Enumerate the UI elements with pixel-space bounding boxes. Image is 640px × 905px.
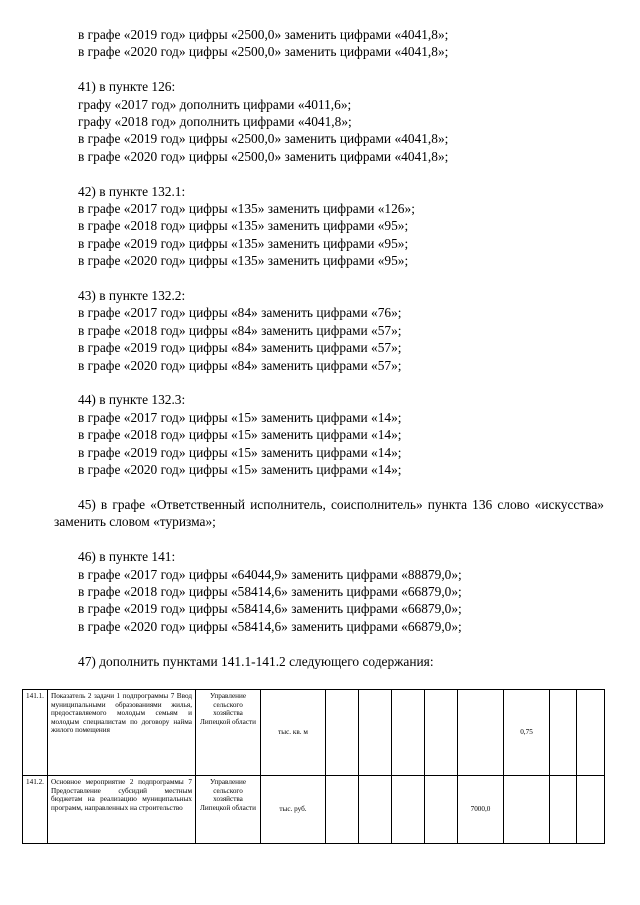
row-unit: тыс. кв. м xyxy=(261,690,326,776)
table-cell xyxy=(550,690,577,776)
row-name: Основное мероприятие 2 подпрограммы 7 Предоставление субсидий местным бюджетам на реализацию муниципальных программ, направленных на строительство xyxy=(48,776,196,844)
item-45-paragraph: 45) в графе «Ответственный исполнитель, соисполнитель» пункта 136 слово «искусства» заменить словом «туризма»; xyxy=(54,496,604,530)
text-line: в графе «2018 год» цифры «84» заменить цифрами «57»; xyxy=(78,322,402,338)
text-line: в графе «2017 год» цифры «15» заменить цифрами «14»; xyxy=(78,409,402,425)
table-cell xyxy=(359,776,392,844)
text-line: графу «2018 год» дополнить цифрами «4041,8»; xyxy=(78,114,352,130)
text-line: графу «2017 год» дополнить цифрами «4011,6»; xyxy=(78,96,352,112)
text-line: в графе «2020 год» цифры «2500,0» заменить цифрами «4041,8»; xyxy=(78,148,449,164)
row-executor: Управление сельского хозяйства Липецкой области xyxy=(196,690,261,776)
text-line: в графе «2018 год» цифры «58414,6» заменить цифрами «66879,0»; xyxy=(78,583,462,599)
row-number: 141.2. xyxy=(23,776,48,844)
text-line: в графе «2020 год» цифры «135» заменить цифрами «95»; xyxy=(78,253,409,269)
text-line: в графе «2017 год» цифры «84» заменить цифрами «76»; xyxy=(78,305,402,321)
text-line: в графе «2020 год» цифры «58414,6» заменить цифрами «66879,0»; xyxy=(78,618,462,634)
text-line: в графе «2019 год» цифры «84» заменить цифрами «57»; xyxy=(78,340,402,356)
row-number: 141.1. xyxy=(23,690,48,776)
text-line: в графе «2019 год» цифры «15» заменить цифрами «14»; xyxy=(78,444,402,460)
item-heading-46: 46) в пункте 141: xyxy=(78,549,176,565)
item-47-heading: 47) дополнить пунктами 141.1-141.2 следующего содержания: xyxy=(78,653,434,669)
text-line: в графе «2019 год» цифры «2500,0» заменить цифрами «4041,8»; xyxy=(78,27,449,42)
table-cell xyxy=(392,690,425,776)
table-cell: 7000,0 xyxy=(458,776,504,844)
table-cell xyxy=(550,776,577,844)
table-cell xyxy=(577,690,605,776)
table-row xyxy=(23,690,605,776)
item-heading-42: 42) в пункте 132.1: xyxy=(78,183,186,199)
table-cell xyxy=(504,776,550,844)
row-executor: Управление сельского хозяйства Липецкой области xyxy=(196,776,261,844)
text-line: в графе «2020 год» цифры «15» заменить цифрами «14»; xyxy=(78,462,402,478)
text-line: в графе «2019 год» цифры «2500,0» заменить цифрами «4041,8»; xyxy=(78,131,449,147)
table-cell: 0,75 xyxy=(504,690,550,776)
row-name: Показатель 2 задачи 1 подпрограммы 7 Ввод муниципальными образованиями жилья, предоставляемого молодым семьям и молодым специалистам по договору найма жилого помещения xyxy=(48,690,196,776)
amendment-text xyxy=(54,26,604,670)
text-line: в графе «2019 год» цифры «58414,6» заменить цифрами «66879,0»; xyxy=(78,601,462,617)
table-cell xyxy=(392,776,425,844)
text-line: в графе «2018 год» цифры «135» заменить цифрами «95»; xyxy=(78,218,409,234)
text-line: в графе «2020 год» цифры «84» заменить цифрами «57»; xyxy=(78,357,402,373)
text-line: в графе «2017 год» цифры «64044,9» заменить цифрами «88879,0»; xyxy=(78,566,462,582)
table-cell xyxy=(458,690,504,776)
table-cell xyxy=(326,690,359,776)
table-cell xyxy=(326,776,359,844)
text-line: в графе «2018 год» цифры «15» заменить цифрами «14»; xyxy=(78,427,402,443)
table-cell xyxy=(425,690,458,776)
table-row xyxy=(23,776,605,844)
row-unit: тыс. руб. xyxy=(261,776,326,844)
item-heading-41: 41) в пункте 126: xyxy=(78,79,176,95)
table-cell xyxy=(577,776,605,844)
item-heading-44: 44) в пункте 132.3: xyxy=(78,392,186,408)
text-line: в графе «2020 год» цифры «2500,0» заменить цифрами «4041,8»; xyxy=(78,44,449,60)
program-table xyxy=(22,689,605,844)
item-heading-43: 43) в пункте 132.2: xyxy=(78,288,186,304)
text-line: в графе «2017 год» цифры «135» заменить цифрами «126»; xyxy=(78,201,415,217)
text-line: в графе «2019 год» цифры «135» заменить цифрами «95»; xyxy=(78,235,409,251)
table-cell xyxy=(425,776,458,844)
table-cell xyxy=(359,690,392,776)
